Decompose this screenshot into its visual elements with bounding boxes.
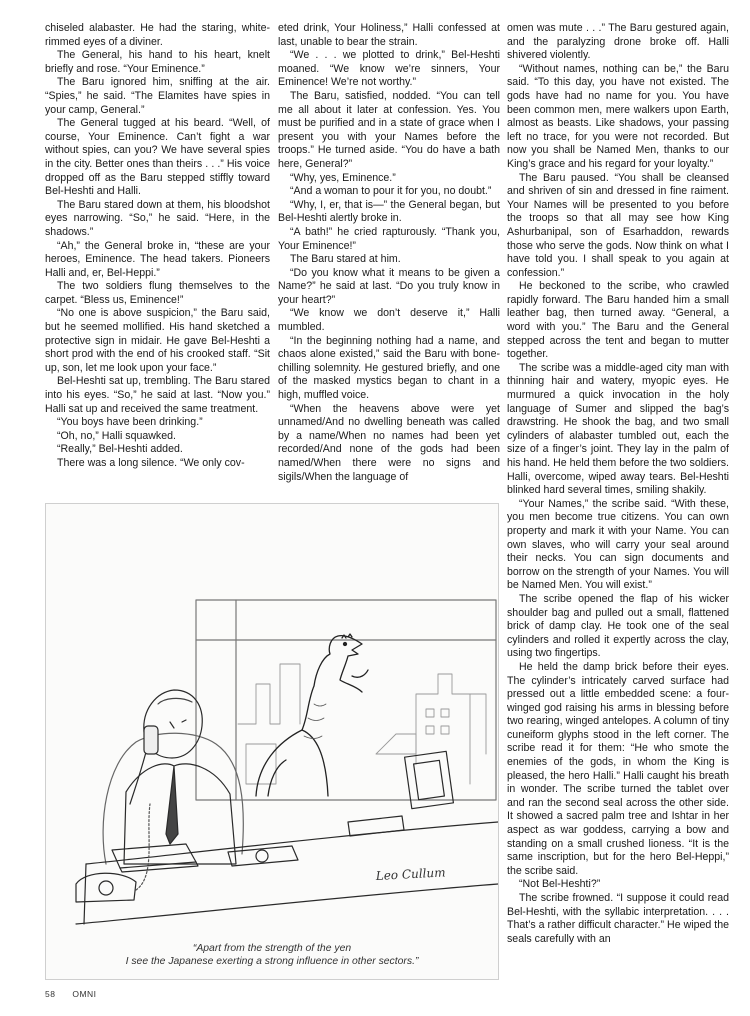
paragraph: The scribe was a middle-aged city man with thinning hair and watery, myopic eyes. He murmured a quick invocation in the holy language of Sumer and slipped the bag’s drawstring. He shook the bag, and two small cylinders of alabaster tumbled out, each the size of a finger’s joint. They lay in the palm of his hand. He held them before the two soldiers. Halli, overcome, wiped away tears. Bel-Heshti blinked hard several times, smiling shakily. — [507, 361, 729, 497]
paragraph: “And a woman to pour it for you, no doubt.” — [290, 185, 492, 198]
page-footer — [45, 989, 111, 999]
paragraph: “Why, I, er, that is—” the General began, but Bel-Heshti alertly broke in. — [278, 198, 500, 225]
cartoon-panel — [45, 503, 499, 980]
paragraph: omen was mute . . .” The Baru gestured again, and the paralyzing drone broke off. Halli shivered violently. — [507, 22, 729, 62]
paragraph: “In the beginning nothing had a name, and chaos alone existed,” said the Baru with bone-chilling solemnity. He gestured briefly, and one of the masked mystics began to chant in a high, muffled voice. — [278, 334, 500, 402]
caption-line-1: “Apart from the strength of the yen — [192, 943, 352, 954]
paragraph: chiseled alabaster. He had the staring, white-rimmed eyes of a diviner. — [45, 22, 270, 48]
cartoon-signature: Leo Cullum — [375, 865, 446, 883]
magazine-name: OMNI — [72, 989, 97, 999]
cartoon-caption — [46, 942, 498, 969]
paragraph: “Without names, nothing can be,” the Baru said. “To this day, you have not existed. The gods have had no name for you. You have been common men, mere walkers upon Earth, almost as beasts. Like shadows, your passing left no trace, for you were not recorded. But now you shall be Named Men, thanks to our King’s grace and his regard for your loyalty.” — [507, 62, 729, 170]
paragraph: “No one is above suspicion,” the Baru said, but he seemed mollified. His hand sketched a protective sign in midair. He gave Bel-Heshti a short prod with the end of his crooked staff. “Sit up, son, let me look upon your face.” — [45, 307, 270, 374]
desk-picture-frame — [348, 751, 453, 836]
paragraph: “We know we don’t deserve it,” Halli mumbled. — [278, 307, 500, 334]
paragraph: He beckoned to the scribe, who crawled rapidly forward. The Baru handed him a small leather bag, then turned away. “General, a word with you.” The Baru and the General stepped across the tent and began to mutter together. — [507, 280, 729, 361]
paragraph: “You boys have been drinking.” — [57, 416, 203, 429]
paragraph: “Ah,” the General broke in, “these are your heroes, Eminence. The head takers. Pioneers Halli and, er, Bel-Heppi.” — [45, 239, 270, 279]
paragraph: The Baru ignored him, sniffing at the air. “Spies,” he said. “The Elamites have spies in your camp, General.” — [45, 76, 270, 116]
text-column-2 — [278, 22, 500, 492]
paragraph: He held the damp brick before their eyes. The cylinder’s intricately carved surface had pressed out a little embedded scene: a four-winged god raising his arms in blessing before two rearing, winged antelopes. A column of tiny cuneiform glyphs stood in the left corner. The scribe read it for them: “He who smote the enemies of the gods, in whom the King is pleased, the hero Halli.” Halli caught his breath in wonder. The scribe turned the tablet over and ran the second seal across the other side. It showed a sacred palm tree and Ishtar in her aspect as war goddess, carrying a bow and standing on a small crushed lioness. “It is the same inscription, but for the hero Bel-Heppi,” the scribe said. — [507, 660, 729, 877]
paragraph: The Baru paused. “You shall be cleansed and shriven of sin and dressed in fine raiment. Your Names will be presented to you before the troops so that all may see how King Ashurbanipal, son of Esarhaddon, rewards those who serve the gods. Now think on what I have told you. I shall speak to you again at confession.” — [507, 171, 729, 279]
office-window — [196, 600, 496, 800]
text-column-3 — [507, 22, 729, 992]
paragraph: “Do you know what it means to be given a Name?” he said at last. “Do you truly know in your heart?” — [278, 266, 500, 306]
paragraph: The scribe frowned. “I suppose it could read Bel-Heshti, with the syllabic interpretation. . . . That’s a rather difficult character.” He wiped the seals carefully with an — [507, 892, 729, 945]
paragraph: “Really,” Bel-Heshti added. — [57, 443, 183, 456]
paragraph: The Baru stared down at them, his bloodshot eyes narrowing. “So,” he said. “Here, in the shadows.” — [45, 198, 270, 238]
paragraph: Bel-Heshti sat up, trembling. The Baru stared into his eyes. “So,” he said at last. “Now you.” Halli sat up and received the same treatment. — [45, 375, 270, 415]
paragraph: The scribe opened the flap of his wicker shoulder bag and pulled out a small, flattened brick of damp clay. He took one of the seal cylinders and rolled it expertly across the clay, using two fingertips. — [507, 592, 729, 660]
desk-planner — [228, 846, 298, 866]
paragraph: “We . . . we plotted to drink,” Bel-Heshti moaned. “We know we’re sinners, Your Eminence! We’re not worthy.” — [278, 49, 500, 89]
paragraph: “A bath!” he cried rapturously. “Thank you, Your Eminence!” — [278, 225, 500, 252]
paragraph: The General tugged at his beard. “Well, of course, Your Eminence. Can’t fight a war without spies, can you? We have several spies in the city. Better ones than theirs . . .” His voice dropped off as the Baru stepped stiffly toward Bel-Heshti and Halli. — [45, 117, 270, 198]
paragraph: The Baru, satisfied, nodded. “You can tell me all about it later at confession. Yes. You must be purified and in a state of grace when I present you with your Names before the troops.” He turned aside. “You do have a bath here, General?” — [278, 89, 500, 170]
page-number: 58 — [45, 989, 56, 999]
paragraph: “Your Names,” the scribe said. “With these, you men become true citizens. You can own property and mark it with your Name. You can own slaves, who will carry your seal around their necks. You can sign documents and borrow on the strength of your Names. You will be Named Men. You will exist.” — [507, 497, 729, 592]
paragraph: “When the heavens above were yet unnamed/And no dwelling beneath was called by a name/When no names had been yet recorded/And none of the gods had been named/When there were no signs and sigils/When the language of — [278, 402, 500, 483]
dinosaur-figure — [256, 634, 368, 796]
paragraph: The Baru stared at him. — [290, 253, 401, 266]
paragraph: There was a long silence. “We only cov- — [57, 457, 245, 469]
paragraph: The General, his hand to his heart, knelt briefly and rose. “Your Eminence.” — [45, 49, 270, 75]
paragraph: “Why, yes, Eminence.” — [290, 171, 396, 184]
paragraph: eted drink, Your Holiness,” Halli confessed at last, unable to bear the strain. — [278, 22, 500, 48]
text-column-1 — [45, 22, 270, 492]
cartoon-illustration — [46, 504, 498, 979]
paragraph: “Oh, no,” Halli squawked. — [57, 429, 176, 442]
businessman-figure — [103, 690, 243, 864]
paragraph: The two soldiers flung themselves to the carpet. “Bless us, Eminence!” — [45, 280, 270, 306]
caption-line-2: I see the Japanese exerting a strong influence in other sectors.” — [125, 956, 419, 968]
paragraph: “Not Bel-Heshti?” — [519, 878, 601, 891]
